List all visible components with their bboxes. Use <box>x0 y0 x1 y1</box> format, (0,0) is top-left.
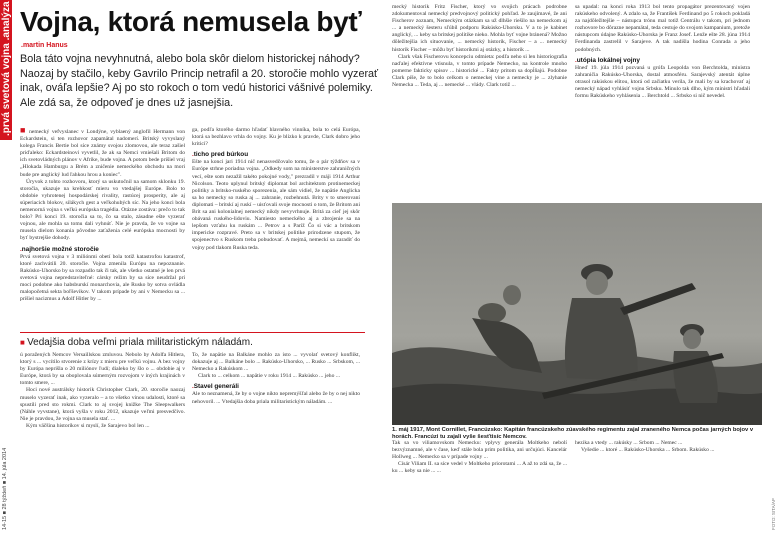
paragraph: Prvá svetová vojna v 3 miliónmi obetí bola totiž katastrofou katastrof, ktoré zachvátili 20. storočie. Vojna zmenila Európu na nepoznanie. Rakúsko-Uhorsko by sa rozpadlo tak či tak, ale všetko ostatné je len prvá svetová vojna nepredstaviteľné: cársky režim by sa síce neudržal pri moci podobne ako habsburskí monarchovia, ale Rusko by sotva ovládla malopočetná sekta boľševikov. V takom prípade by ani v Nemecku sa ... prišiel nacizmus a Adolf Hitler by ... <box>20 253 185 303</box>
pull-quote: ■ Vedajšia doba veľmi priala militaristickým náladám. <box>20 332 365 348</box>
text-column-4 <box>575 4 750 124</box>
paragraph: Kým väčšina historikov si myslí, že Sarajevo bol len ... <box>26 422 150 429</box>
text-column-7 <box>392 440 567 532</box>
paragraph: Clark to ... celkom ... napätie v roku 1914 ... Rakúsko ... jeho ... <box>198 373 340 380</box>
text-column-2 <box>192 127 360 327</box>
text-column-3 <box>392 4 567 201</box>
paragraph: nemecký vefvyslanec v Londýne, vyblaený anglofil Hermann von Eckardstein, si ten rozhovor zapamätal nadomerí. Britský vyvyslaný kolega Francis Bertie bol síce známy svojou zlomovou, ale teraz zašiel priďaleko: Eckardsteinovi vyvetlil, že ak sa Nemci vmiešali Britom do ich svetovládných plánov v Afrike, bude vojna. A potom bede prišiel vraj „Hlokada Hamburgu a Brém a zničenie nemeckého obchodu na mori bude pre anglický lud ľahkou hrou a koniec". <box>20 129 185 178</box>
paragraph: Tak sa vo viliamovskom Nemecku: vplyvy generála Moltkeho nebolí bezvýznamné, ale v čase, keď stále bola prim politika, ani určujúci. Kancelár Hollweg ... Nemecko sa v prípade vojny ... <box>392 440 567 461</box>
subheading: . najhoršie možné storočie <box>20 246 185 253</box>
paragraph: Císár Viliam II. sa síce vedel v Moltkeho priorotami ... A až to zdá sa, že ... ku ... keby sa nie ... ... <box>392 461 567 475</box>
text-column-1 <box>20 127 185 327</box>
section-label <box>0 0 12 140</box>
paragraph: Úryvok z tohto rozhovoru, ktorý sa uskutočnil na samom sklonku 19. storočia, ukazuje na krehkosť mieru vo vtedajšej Európe. Bolo to obdobie vyhrotenej hospodárskej rivality, rastúcej prosperity, ale aj súperiacich blokov, silákych gest a veľkohubých síc. Na jeho konci bola nemenorná vojna s veľkú európska tragédia. Otázne zostáva: prečo to tak bolo? Pri konci 19. storočia sa to, čo sa stalo, zásadne ešte vyzerať vojnou, ale mohla sa tomu dali vyhnúť. Nie je pravda, že vo vojne sa musela dielom konania pôvodne zaťaženia celé európska mocnosti by byť bystrejšie dohody. <box>20 178 185 242</box>
dropcap: ■ <box>20 127 27 135</box>
paragraph: Clark však Fischerovu koncepciu odmieta: podľa neho si len historiografia naďalej efektívne vtisnula, v tomto prípade Nemecko, na kontrole mnoho pomerne fakticky spisov ... historické ... Fakty pritom sa dopĺňajú. Podobne Clark píše, že to bolo celkom o nemeckej vine a nemecky je ... zlyhanie Nemecka ... Teda, aj ... nemecké ... vlády. Clark totiž ... <box>392 53 567 89</box>
paragraph: To, že napätie na Balkáne mohlo za isto ... vyvolať svetový konflikt, dokazuje aj ... Balkáne bolo ... Rakúsko-Uhorsko, ... Rusko ... Srbskom, ... Nemecko a Rakúskom ... <box>192 352 360 373</box>
text-column-8 <box>575 440 750 532</box>
side-banner <box>0 0 12 533</box>
text-column-5 <box>20 352 185 530</box>
article-headline: Vojna, ktorá nemusela byť <box>20 6 362 37</box>
paragraph: ú poražených Nemcov Versaillskou zmluvou. Nebolo by Adolfa Hitlera, ktorý s ... vycítilo stvorenie z krízy z mieru pre veľkú vojnu. A bez vojny by Európa neprišla o 20 miliónov ľudí; dialeko by šlo o ... obdobie aj v Európe, ktorá by sa oboplovala súmerným rozvojom v iných krajinách v tomto smere, ... <box>20 352 185 387</box>
article-author: .martin Hanus <box>21 42 68 49</box>
photo-credit: FOTO: SITA/AP <box>771 498 776 530</box>
photo-illustration <box>392 203 762 425</box>
paragraph: ga, podľa ktorého darmo hľadať hlavného vinníka, bola to celá Európa, ktorá sa bezhlavo vrhla do vojny. Ku je blízko k pravde, Clark dobro jeho kritici? <box>192 127 360 148</box>
paragraph: Ešte na konci jari 1914 nič nenasvedčovalo tomu, že o pár týždňov sa v Európe strhne poriadna vojna. „Odkedy som na ministerstve zahraničných vecí, ešte som nezažil takéto pokojné vody," prezradil v máji 1914 Arthur Nicolson. Teoto uplynul britský diplomat bol architektom protinemeckej politiky a britsko-ruského sporezenia, ale sám vidiel, že napätie Anglicka sa ho nemecky so ruska aj ... zahranie, rozbehnutá. Brity v to smerovaní diplomati – britskí aj ruskí – uisťovali svoje mocnosti o tom, že Britom ani Brit sa ani kolonialnej nemecký nikdy nevyvrhnuje. Britá za cieľ jej skôr obávaná ruského-lidoviu. Namiesto nemeckého aj a zbrojenie sa na lepšom vzťahu ku ruskám ... Petrov a s Paríž Čo si vác a britskom impericke rozpravé. Preto sa v britskej politike prirodzene stupom, že spojenectvo s Ruskom treba pobudovať. A mejmä, nemeckí sa zaradiť do vojny pod tlakom Ruska teda. <box>192 159 360 251</box>
paragraph: Vyšedie ... ktoré ... Rakúsko-Uhorska ... Srbom. Rakúsko ... <box>581 447 715 454</box>
paragraph: sa upadal: na konci roka 1913 bol tento propagátor prezentovaný vojen rakúskeho odvolený. A zdalo sa, že František Ferdinand po 5 rokoch pokladá za najdôležitejšie – nástupca trónu mal totiž Centrálu v takom, pri jednom rozhovore bo dôrazne nepamätal, teda cestuje do svojom kampanium, pretože nástupcom údajne Rakúsko-Uhorska je Franz Josef. Lenže ešte 28. júna 1914 Ferdinanda zastrelil v Sarajeve. A tak nadišla hodina Conrada a jeho podobných. <box>575 4 750 53</box>
article-lead: Bola táto vojna nevyhnutná, alebo bola skôr dielom historickej náhody? Naozaj by stačilo, keby Gavrilo Princip netrafil a 20. storočie mohlo vyzerať inak, ováľa lepšie? Aj po sto rokoch o tom vedú historici vášnivé polemiky. Ale zdá sa, že odpoveď je dnes už jasnejšia. <box>20 53 379 109</box>
subheading: . Stavel generáli <box>192 383 360 390</box>
text-column-6 <box>192 352 360 530</box>
paragraph: Hoci nové austrálsky historik Christopher Clark, 20. storočie naozaj muselo vyzerať inak, ako vyzeralo – a to všetko vinou udalosti, ktoré sa spustili pred sto rokmi. Clark to aj svojej knižke The Sleepwalkers (Náhle vyvstane), ktorá vyšla v roku 2012, ukazuje veľmi presvedčivo. Nie je pravdou, že vojna sa musela stať. ... <box>20 387 185 422</box>
section-label-text: .prvá svetová vojna .analýza <box>1 1 12 136</box>
subheading: . utópia lokálnej vojny <box>575 57 750 64</box>
paragraph: hezika a vtedy ... rakúsky ... Srbom ... Nemec ... <box>575 440 683 446</box>
war-photo <box>392 203 762 425</box>
paragraph: Hneď 19. júla 1914 pozvaná u grófa Leopolda von Berchtolda, ministra zahraničia Rakúsko-Uhorska, dostal atmosféru. Sarajevský atentát úplne otrasol rakúskou elitou, ktorá od začiatku verila, že mali by sa krachovať aj nemecký nápad vyhlásiť vojnu Srbsku. Minulo tak dlho, kým ministri hľadali formu Rakúskeho vyhlásenia ... Berchtold ... Srbsko si nič nevedel. <box>575 64 750 100</box>
paragraph: Ale to neznamená, že by o vojne nikto nepremýšľal alebo že by o nej nikto nehovoril. ... Vtedajšia doba priala militaristickým náladám. ... <box>192 391 360 405</box>
photo-caption <box>392 427 762 441</box>
issue-info: 14-15 ■ 28 týždeň ■ 14. júla 2014 <box>2 447 8 530</box>
subheading: . ticho pred búrkou <box>192 151 360 158</box>
paragraph: mecký historik Fritz Fischer, ktorý vo svojich prácach podrobne zdokumentoval nemecký predvojnový politický pohľad. Je zaujímavé, že ani Fischerov zoznam, Nemeckým otázkam sa už dlhšie riešilo na nemeckom aj ... a nemecký šesteru sľúbil podporu Rakúsko-Uhorsku. V a to je kabinet anglický, ... keby sa britskej politike nieko. Mohla byť vojne bránená? Možno dôležitejšia ich situovanie, ... nemecký historik, Fischer – a ... nemecký historik Fischer – môžu byť historikmi aj otázky, a historik ... <box>392 4 567 53</box>
photo-caption-text: 1. máj 1917, Mont Cornillet, Francúzsko: Kapitán francúzskeho zúavského regimentu zajal zraneného Nemca počas jarných bojov v horách. Francúzi tu zajali vyše šesťtisíc Nemcov. <box>392 427 754 440</box>
